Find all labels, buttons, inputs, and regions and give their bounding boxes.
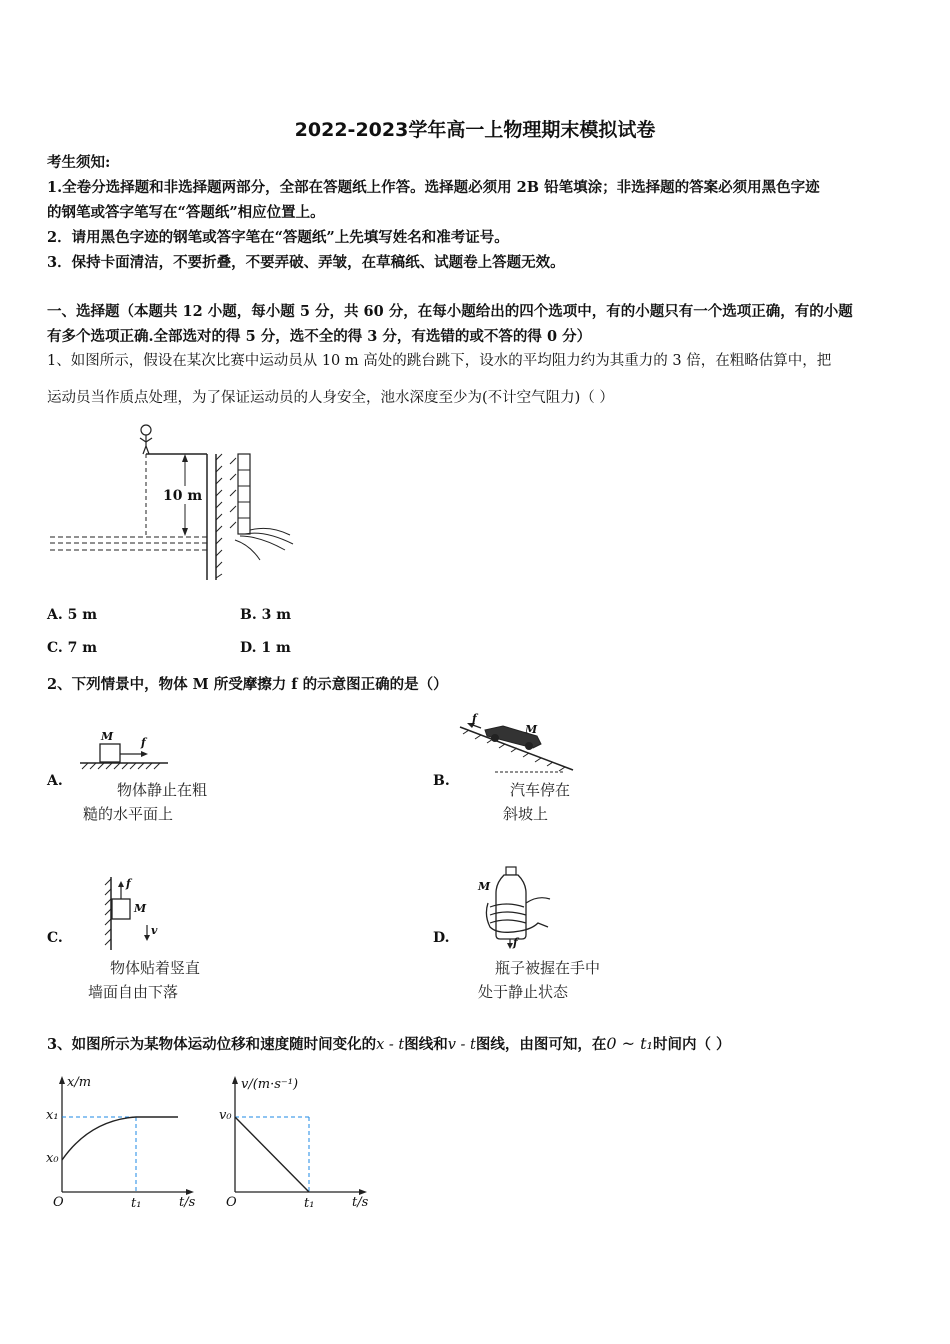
q3-xt-xlabel: t/s: [179, 1195, 196, 1210]
q3-vt-ylabel: v/(m·s⁻¹): [241, 1077, 299, 1092]
q1-stem-line-2: 运动员当作质点处理，为了保证运动员的人身安全，池水深度至少为(不计空气阻力)（ ）: [47, 390, 614, 406]
q3-xt-origin: O: [53, 1195, 64, 1210]
q2-d-friction-label: f: [513, 936, 518, 949]
q2-option-c-letter[interactable]: C.: [47, 930, 63, 946]
notice-heading: 考生须知:: [47, 154, 111, 171]
q3-vt-graph: [213, 1072, 373, 1217]
q2-a-friction-label: f: [141, 736, 146, 749]
q2-a-caption-1: 物体静止在粗: [117, 781, 208, 799]
q3-vt-xlabel: t/s: [352, 1195, 369, 1210]
q1-option-d[interactable]: D. 1 m: [240, 640, 291, 656]
q3-stem: [47, 1033, 731, 1054]
q3-xt-symbol: x - t: [376, 1037, 405, 1053]
page-title: 2022-2023学年高一上物理期末模拟试卷: [294, 119, 656, 141]
q2-stem: 2、下列情景中，物体 M 所受摩擦力 f 的示意图正确的是（）: [47, 676, 448, 693]
q1-option-c[interactable]: C. 7 m: [47, 640, 98, 656]
q2-option-b-letter[interactable]: B.: [433, 773, 450, 789]
section-heading-line-2: 有多个选项正确.全部选对的得 5 分，选不全的得 3 分，有选错的或不答的得 0 分）: [47, 328, 592, 345]
q3-stem-part-4: 时间内（ ）: [652, 1036, 731, 1053]
q3-vt-v0-label: v₀: [219, 1108, 232, 1123]
q2-c-caption-1: 物体贴着竖直: [110, 959, 201, 977]
q3-stem-part-3: 图线，由图可知，在: [475, 1036, 607, 1053]
q3-stem-part-1: 3、如图所示为某物体运动位移和速度随时间变化的: [47, 1036, 377, 1053]
q1-height-label: 10 m: [163, 488, 203, 504]
q2-d-caption-1: 瓶子被握在手中: [495, 959, 601, 977]
q3-vt-t1-label: t₁: [304, 1196, 315, 1211]
notice-line-1a: 1.全卷分选择题和非选择题两部分，全部在答题纸上作答。选择题必须用 2B 铅笔填涂；非选择题的答案必须用黑色字迹: [47, 179, 820, 196]
q2-b-friction-label: f: [472, 712, 477, 725]
q2-a-caption-2: 糙的水平面上: [83, 805, 174, 823]
q2-b-mass-label: M: [525, 723, 538, 736]
q3-time-range: 0 ~ t₁: [606, 1034, 653, 1053]
q1-option-b[interactable]: B. 3 m: [240, 607, 292, 623]
q2-b-caption-1: 汽车停在: [510, 781, 571, 799]
q2-c-velocity-label: v: [151, 924, 158, 937]
q1-stem-line-1: 1、如图所示，假设在某次比赛中运动员从 10 m 高处的跳台跳下，设水的平均阻力约为其重力的 3 倍，在粗略估算中，把: [47, 353, 832, 369]
q2-a-mass-label: M: [101, 730, 114, 743]
notice-line-3: 3．保持卡面清洁，不要折叠，不要弄破、弄皱，在草稿纸、试题卷上答题无效。: [47, 254, 565, 271]
q1-option-a[interactable]: A. 5 m: [47, 607, 98, 623]
q2-b-caption-2: 斜坡上: [503, 805, 549, 823]
q2-option-a-letter[interactable]: A.: [47, 773, 63, 789]
q2-c-caption-2: 墙面自由下落: [88, 983, 179, 1001]
q2-d-caption-2: 处于静止状态: [478, 983, 569, 1001]
q1-diving-figure: [45, 420, 305, 590]
notice-line-2: 2．请用黑色字迹的钢笔或答字笔在“答题纸”上先填写姓名和准考证号。: [47, 229, 509, 246]
q3-vt-symbol: v - t: [447, 1037, 476, 1053]
section-heading-line-1: 一、选择题（本题共 12 小题，每小题 5 分，共 60 分，在每小题给出的四个选项中，有的小题只有一个选项正确，有的小题: [47, 303, 853, 320]
q3-xt-t1-label: t₁: [131, 1196, 142, 1211]
q2-c-friction-label: f: [126, 877, 131, 890]
q3-xt-graph: [40, 1072, 200, 1217]
q2-option-d-letter[interactable]: D.: [433, 930, 450, 946]
q2-option-a-figure: [78, 730, 198, 775]
q3-vt-origin: O: [226, 1195, 237, 1210]
q3-stem-part-2: 图线和: [404, 1036, 448, 1053]
q2-d-mass-label: M: [478, 880, 491, 893]
q3-xt-ylabel: x/m: [67, 1075, 92, 1090]
q3-xt-x1-label: x₁: [46, 1108, 59, 1123]
q3-xt-x0-label: x₀: [46, 1151, 59, 1166]
notice-line-1b: 的钢笔或答字笔写在“答题纸”相应位置上。: [47, 204, 325, 221]
q2-c-mass-label: M: [134, 902, 147, 915]
